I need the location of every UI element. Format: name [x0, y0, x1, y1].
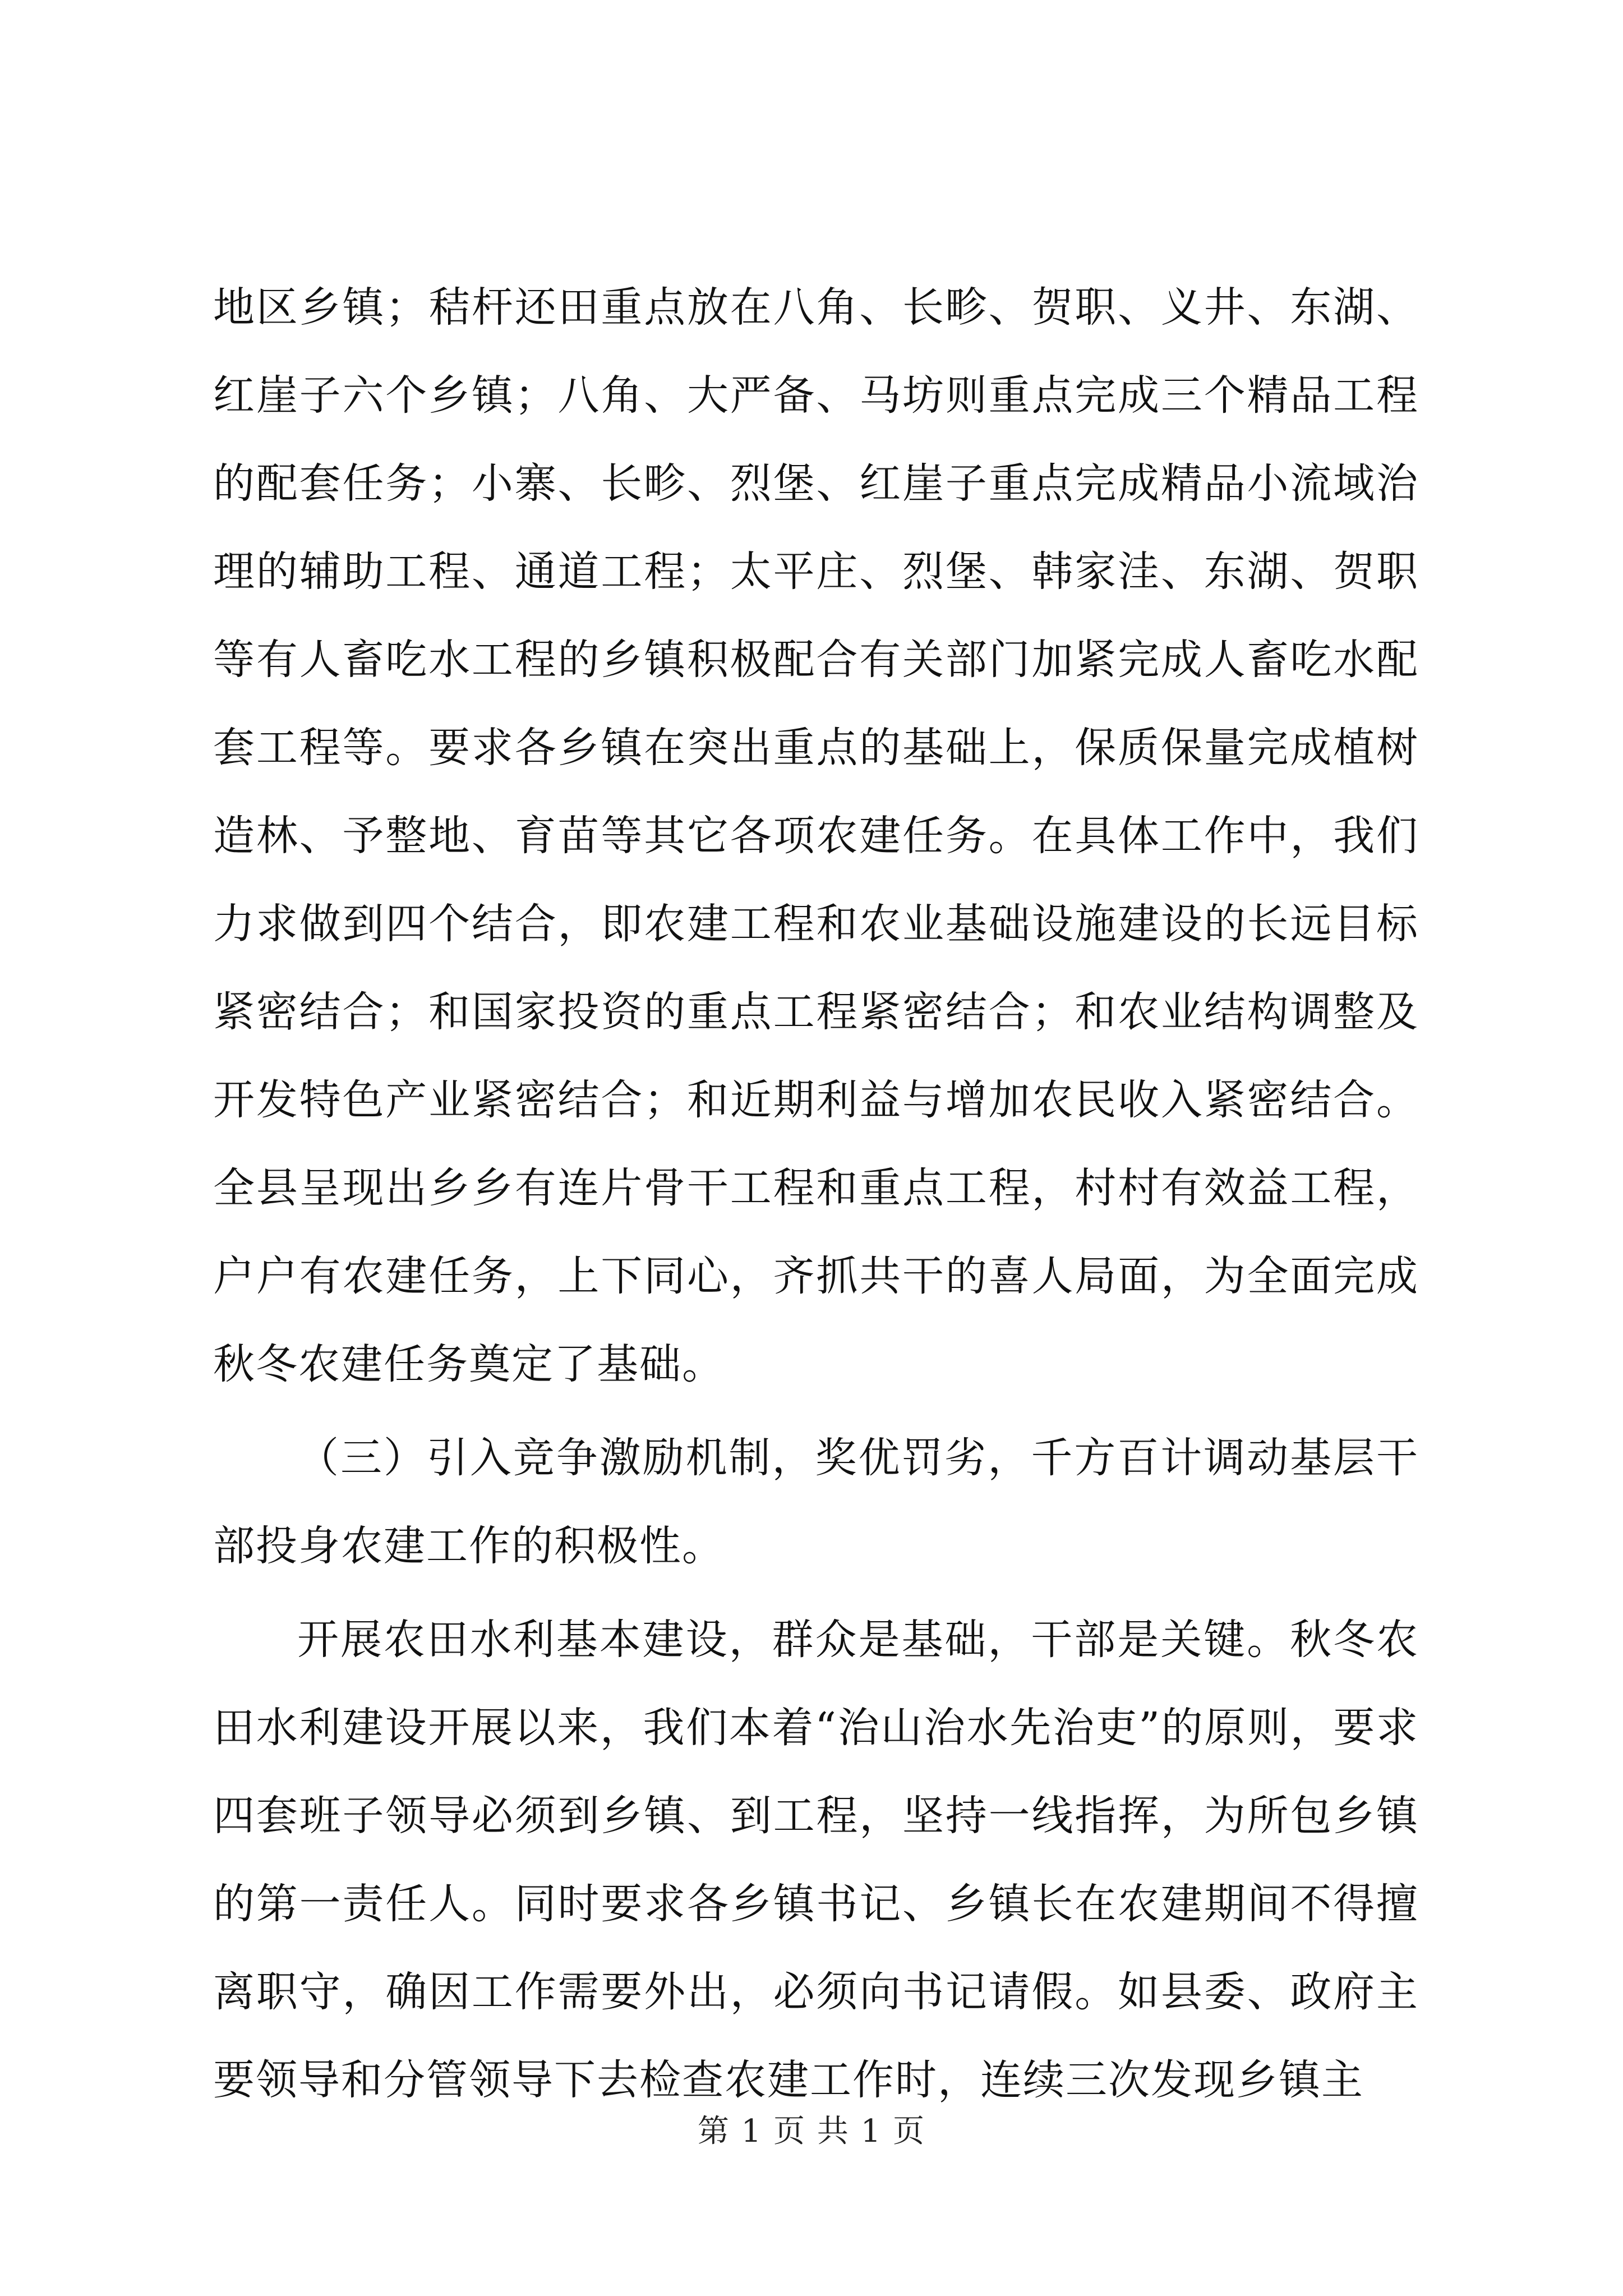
body-paragraph: 开展农田水利基本建设，群众是基础，干部是关键。秋冬农田水利建设开展以来，我们本着“治山治水先治吏”的原则，要求四套班子领导必须到乡镇、到工程，坚持一线指挥，为所包乡镇的第一责任人。同时要求各乡镇书记、乡镇长在农建期间不得擅离职守，确因工作需要外出，必须向书记请假。如县委、政府主要领导和分管领导下去检查农建工作时，连续三次发现乡镇主 [213, 1616, 1419, 2104]
section-heading-paragraph: （三）引入竞争激励机制，奖优罚劣，千方百计调动基层干部投身农建工作的积极性。 [213, 1434, 1419, 1570]
body-paragraph-continued: 地区乡镇；秸杆还田重点放在八角、长畛、贺职、义井、东湖、红崖子六个乡镇；八角、大严备、马坊则重点完成三个精品工程的配套任务；小寨、长畛、烈堡、红崖子重点完成精品小流域治理的辅助工程、通道工程；太平庄、烈堡、韩家洼、东湖、贺职等有人畜吃水工程的乡镇积极配合有关部门加紧完成人畜吃水配套工程等。要求各乡镇在突出重点的基础上，保质保量完成植树造林、予整地、育苗等其它各项农建任务。在具体工作中，我们力求做到四个结合，即农建工程和农业基础设施建设的长远目标紧密结合；和国家投资的重点工程紧密结合；和农业结构调整及开发特色产业紧密结合；和近期利益与增加农民收入紧密结合。全县呈现出乡乡有连片骨干工程和重点工程，村村有效益工程，户户有农建任务，上下同心，齐抓共干的喜人局面，为全面完成秋冬农建任务奠定了基础。 [213, 283, 1419, 1388]
page-footer: 第 1 页 共 1 页 [697, 2113, 926, 2150]
document-body [213, 264, 1419, 2124]
